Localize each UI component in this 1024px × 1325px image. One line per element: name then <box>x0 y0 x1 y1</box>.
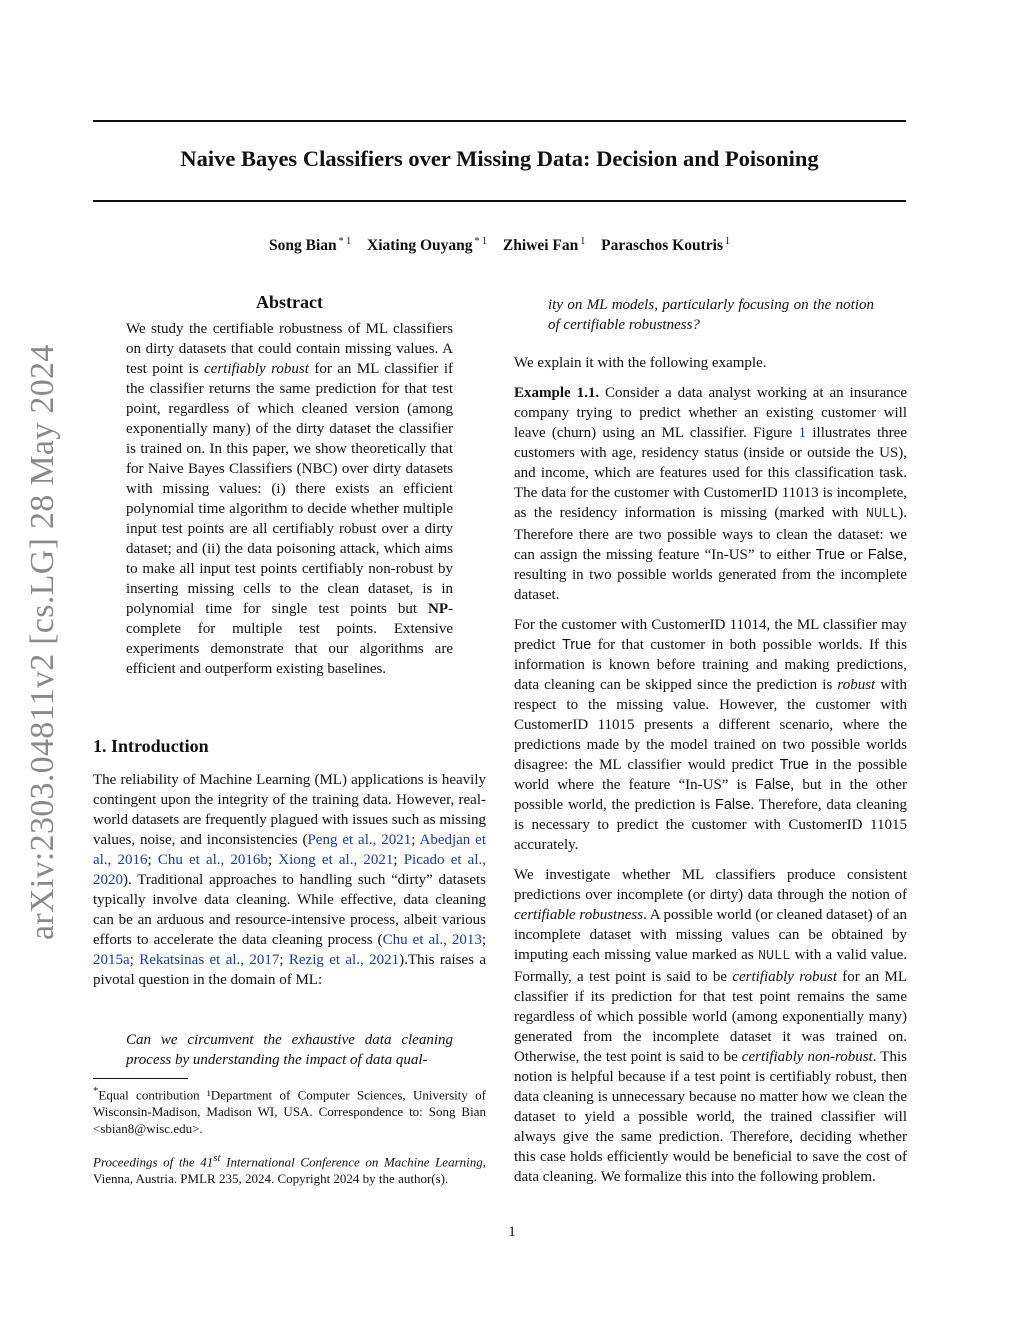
citation-link[interactable]: Chu et al., 2013 <box>382 932 482 948</box>
author: Paraschos Koutris $^1$ <box>601 236 730 255</box>
author: Song Bian $^{* 1}$ <box>269 236 352 255</box>
citation-link[interactable]: 2015a <box>93 952 130 968</box>
paragraph: For the customer with CustomerID 11014, the ML classifier may predict True for that customer in both possible worlds. If this information is known before training and making predictions, data cleaning can be skipped since the prediction is robust with respect to the missing value. However, the customer with CustomerID 11015 presents a different scenario, where the predictions made by the model trained on two possible worlds disagree: the ML classifier would predict True in the possible world where the feature “In-US” is False, but in the other possible world, the prediction is False. Therefore, data cleaning is necessary to predict the customer with CustomerID 11015 accurately. <box>514 617 908 853</box>
citation-link[interactable]: Rezig et al., 2021 <box>288 952 400 968</box>
research-question-part2: ity on ML models, particularly focusing on the notion of certifiable robustness? <box>548 297 874 333</box>
citation-link[interactable]: Picado et al., 2020 <box>93 852 487 888</box>
paper-title: Naive Bayes Classifiers over Missing Data: Decision and Poisoning <box>180 146 819 171</box>
arxiv-stamp: arXiv:2303.04811v2 [cs.LG] 28 May 2024 <box>24 344 61 940</box>
citation-link[interactable]: Abedjan et al., 2016 <box>93 832 487 868</box>
author: Zhiwei Fan $^1$ <box>502 236 586 255</box>
figure-link[interactable]: 1 <box>798 425 807 441</box>
citation-link[interactable]: Rekatsinas et al., 2017 <box>139 952 280 968</box>
citation-link[interactable]: Chu et al., 2016b <box>157 852 268 868</box>
right-column <box>514 353 907 1197</box>
top-rule <box>93 120 906 122</box>
author: Xiating Ouyang $^{* 1}$ <box>367 236 488 255</box>
paragraph: We investigate whether ML classifiers produce consistent predictions over incomplete (or dirty) data through the notion of certifiable robustness. A possible world (or cleaned dataset) of an incomplete dataset with missing values can be obtained by imputing each missing value marked as NULL with a valid value. Formally, a test point is said to be certifiably robust for an ML classifier if its prediction for that test point remains the same regardless of which possible world (among exponentially many) generated from the incomplete dataset it was trained on. Otherwise, the test point is said to be certifiably non-robust. This notion is helpful because if a test point is certifiably robust, then data cleaning is unnecessary because no matter how we clean the dataset to yield a possible world, the trained classifier will always give the same prediction. Therefore, deciding whether this case holds efficiently would be beneficial to save the cost of data cleaning. We formalize this into the following problem. <box>514 867 908 1185</box>
footnote-rule <box>93 1078 188 1079</box>
author-list <box>93 236 906 255</box>
title-bottom-rule <box>93 200 906 202</box>
abstract-heading: Abstract <box>256 292 323 312</box>
proceedings-note: Proceedings of the 41st International Conference on Machine Learning, Vienna, Austria. PMLR 235, 2024. Copyright 2024 by the author(s). <box>93 1152 486 1187</box>
citation-link[interactable]: Xiong et al., 2021 <box>278 852 394 868</box>
section-heading-introduction: 1. Introduction <box>93 736 209 756</box>
citation-link[interactable]: Peng et al., 2021 <box>307 832 412 848</box>
research-question-part1: Can we circumvent the exhaustive data cleaning process by understanding the impact of data qual- <box>126 1032 453 1068</box>
introduction-paragraph: The reliability of Machine Learning (ML) applications is heavily contingent upon the integrity of the training data. However, real-world datasets are frequently plagued with issues such as missing values, noise, and inconsistencies (Peng et al., 2021; Abedjan et al., 2016; Chu et al., 2016b; Xiong et al., 2021; Picado et al., 2020). Traditional approaches to handling such “dirty” datasets typically involve data cleaning. While effective, data cleaning can be an arduous and resource-intensive process, albeit various efforts to accelerate the data cleaning process (Chu et al., 2013; 2015a; Rekatsinas et al., 2017; Rezig et al., 2021).This raises a pivotal question in the domain of ML: <box>93 772 487 988</box>
paragraph: We explain it with the following example. <box>514 355 767 371</box>
page-number: 1 <box>508 1224 516 1240</box>
abstract-body: We study the certifiable robustness of ML classifiers on dirty datasets that could contain missing values. A test point is certifiably robust for an ML classifier if the classifier returns the same prediction for that test point, regardless of which cleaned version (among exponentially many) of the dirty dataset the classifier is trained on. In this paper, we show theoretically that for Naive Bayes Classifiers (NBC) over dirty datasets with missing values: (i) there exists an efficient polynomial time algorithm to decide whether multiple input test points are all certifiably robust over a dirty dataset; and (ii) the data poisoning attack, which aims to make all input test points certifiably non-robust by inserting missing cells to the clean dataset, is in polynomial time for single test points but NP-complete for multiple test points. Extensive experiments demonstrate that our algorithms are efficient and outperform existing baselines. <box>126 321 453 677</box>
footnote: *Equal contribution ¹Department of Computer Sciences, University of Wisconsin-Madison, Madison WI, USA. Correspondence to: Song Bian <sbian8@wisc.edu>. <box>93 1085 486 1137</box>
example-paragraph: Example 1.1. Consider a data analyst working at an insurance company trying to predict whether an existing customer will leave (churn) using an ML classifier. Figure 1 illustrates three customers with age, residency status (inside or outside the US), and income, which are features used for this classification task. The data for the customer with CustomerID 11013 is incomplete, as the residency information is missing (marked with NULL). Therefore there are two possible ways to clean the dataset: we can assign the missing feature “In-US” to either True or False, resulting in two possible worlds generated from the incomplete dataset. <box>514 385 908 603</box>
